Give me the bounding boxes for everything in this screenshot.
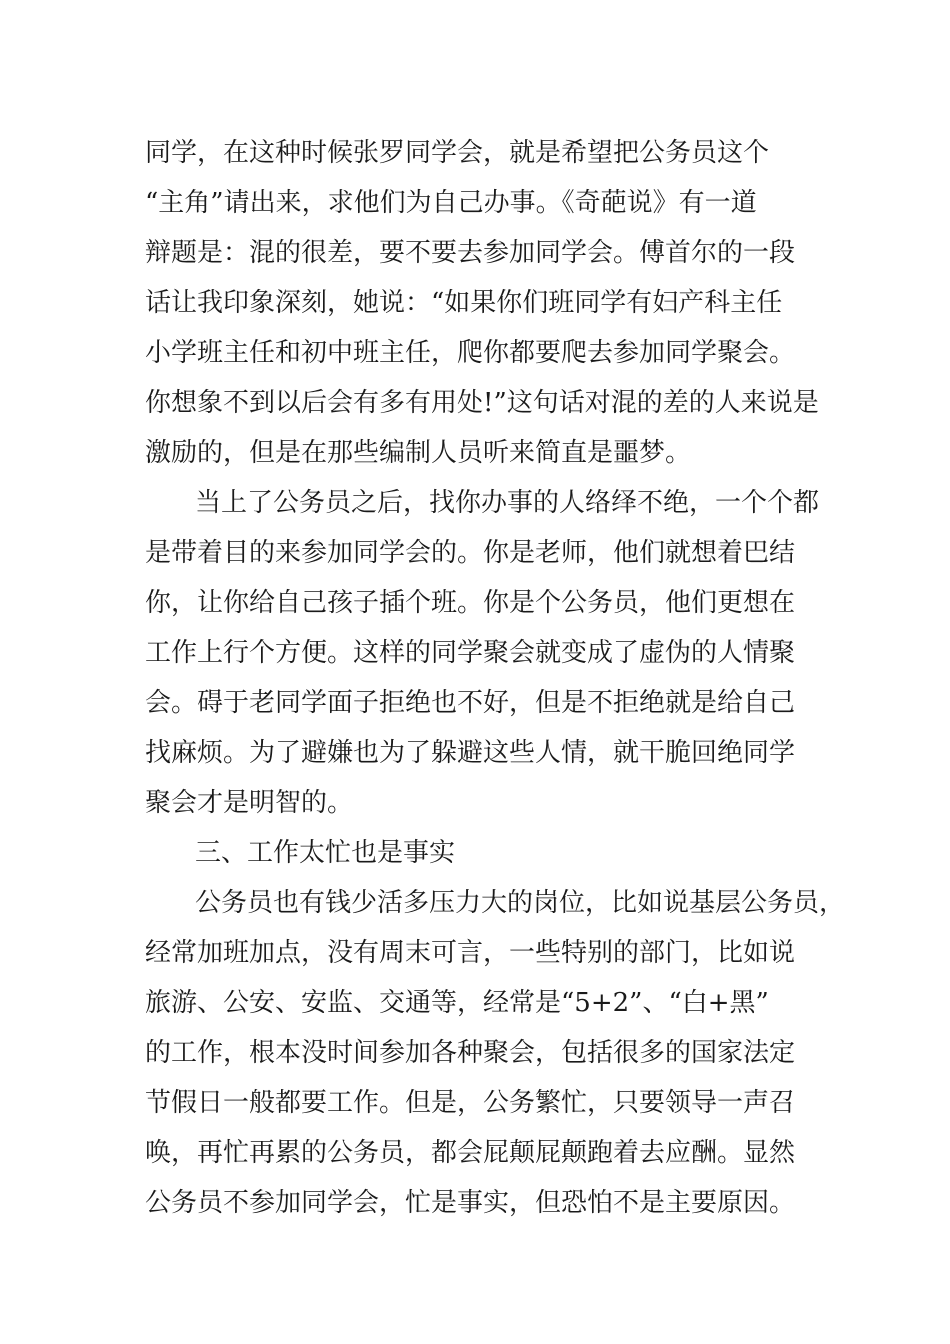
text-line: 工作上行个方便。这样的同学聚会就变成了虚伪的人情聚 (145, 638, 796, 668)
text-line: 是带着目的来参加同学会的。你是老师，他们就想着巴结 (145, 538, 796, 568)
section-heading: 三、工作太忙也是事实 (195, 838, 456, 868)
text-line: 唤，再忙再累的公务员，都会屁颠屁颠跑着去应酬。显然 (145, 1138, 796, 1168)
paragraph-start-line: 公务员也有钱少活多压力大的岗位，比如说基层公务员， (195, 888, 846, 918)
text-line: 节假日一般都要工作。但是，公务繁忙，只要领导一声召 (145, 1088, 796, 1118)
text-line: 经常加班加点，没有周末可言，一些特别的部门，比如说 (145, 938, 796, 968)
body-text (145, 128, 846, 1228)
paragraph-start-line: 当上了公务员之后，找你办事的人络绎不绝，一个个都 (195, 488, 820, 518)
text-line: 辩题是：混的很差，要不要去参加同学会。傅首尔的一段 (145, 238, 796, 268)
text-line: 会。碍于老同学面子拒绝也不好，但是不拒绝就是给自己 (145, 688, 796, 718)
text-line: 同学，在这种时候张罗同学会，就是希望把公务员这个 (145, 138, 770, 168)
text-line: 的工作，根本没时间参加各种聚会，包括很多的国家法定 (145, 1038, 796, 1068)
text-line: 话让我印象深刻，她说：“如果你们班同学有妇产科主任 (145, 288, 783, 318)
text-line: 你，让你给自己孩子插个班。你是个公务员，他们更想在 (145, 588, 796, 618)
text-line: 旅游、公安、安监、交通等，经常是“5+2”、“白+黑” (145, 988, 769, 1018)
text-line: 你想象不到以后会有多有用处!”这句话对混的差的人来说是 (145, 388, 819, 418)
text-line: “主角”请出来，求他们为自己办事。《奇葩说》有一道 (145, 188, 757, 218)
text-line: 聚会才是明智的。 (145, 788, 354, 818)
text-line: 小学班主任和初中班主任，爬你都要爬去参加同学聚会。 (145, 338, 796, 368)
text-line: 公务员不参加同学会，忙是事实，但恐怕不是主要原因。 (145, 1188, 796, 1218)
text-line: 找麻烦。为了避嫌也为了躲避这些人情，就干脆回绝同学 (145, 738, 796, 768)
text-line: 激励的，但是在那些编制人员听来简直是噩梦。 (145, 438, 692, 468)
